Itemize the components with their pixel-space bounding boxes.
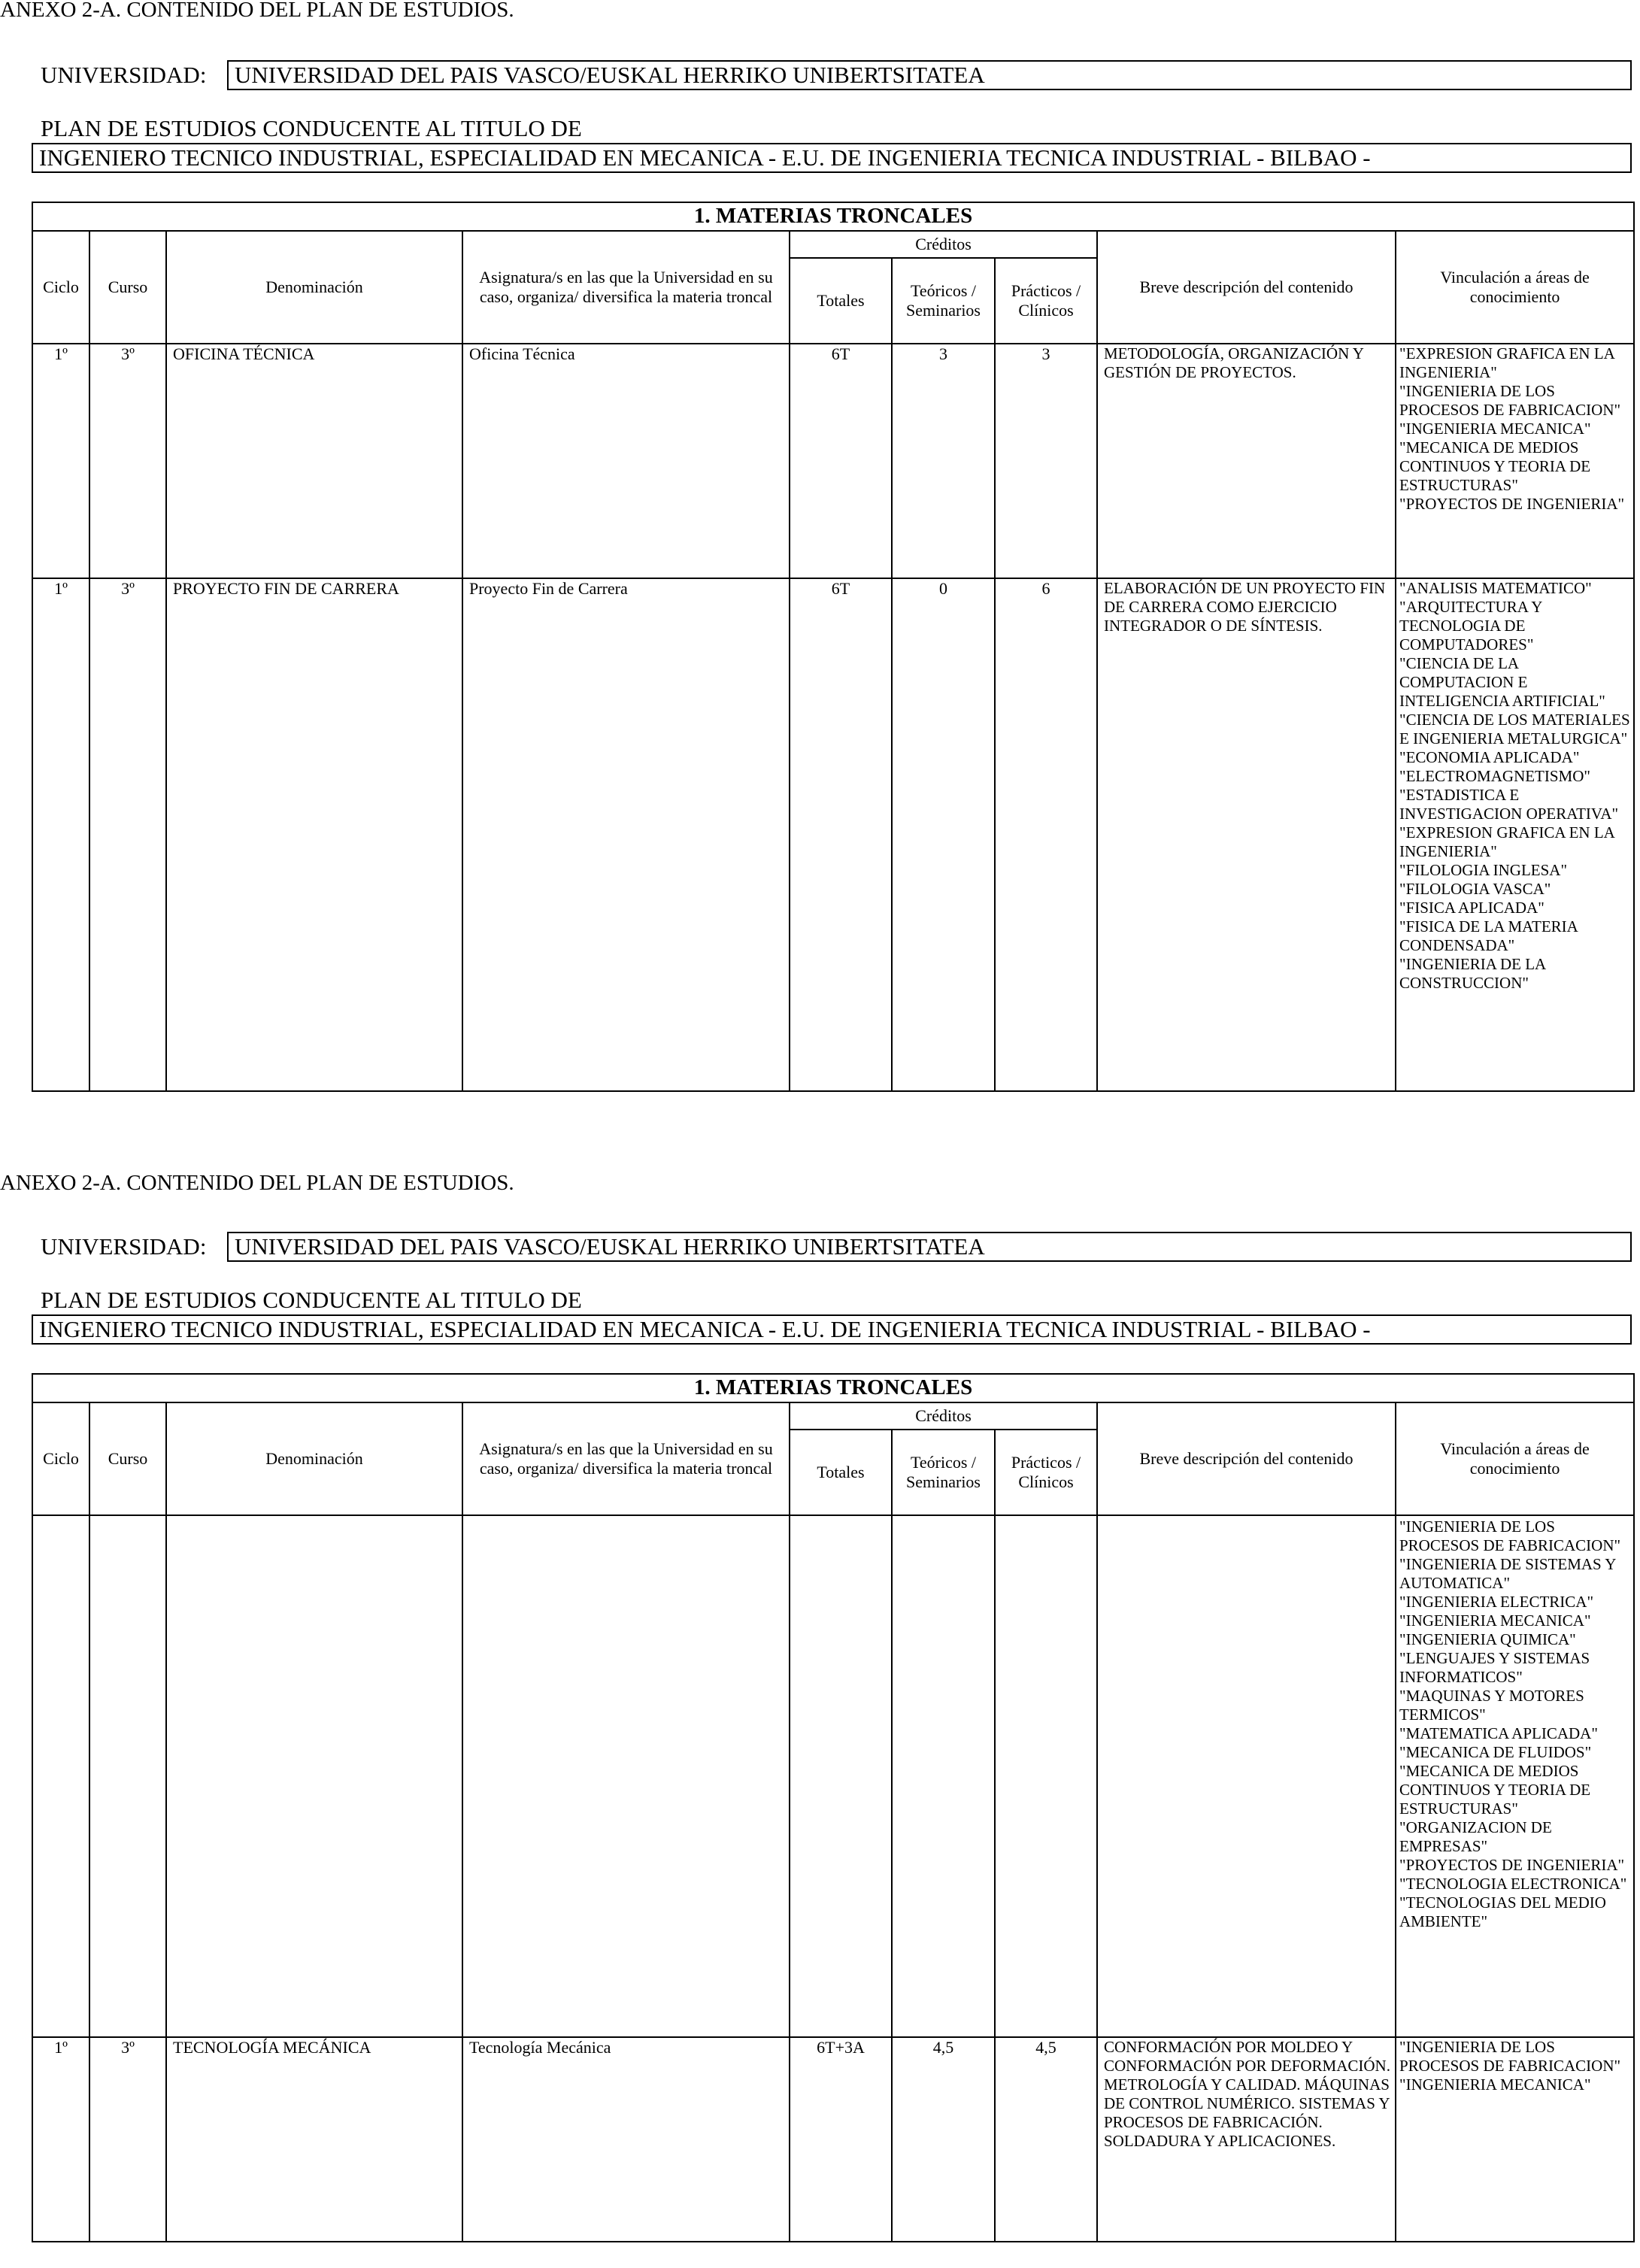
area-item: "MECANICA DE FLUIDOS" [1399,1743,1592,1761]
cell-denominacion: PROYECTO FIN DE CARRERA [166,578,462,1091]
table-row [32,344,1634,578]
area-item: "INGENIERIA DE LOS PROCESOS DE FABRICACION" [1399,1518,1621,1554]
area-item: "CIENCIA DE LOS MATERIALES E INGENIERIA METALURGICA" [1399,711,1630,747]
plan-title-field: INGENIERO TECNICO INDUSTRIAL, ESPECIALIDAD EN MECANICA - E.U. DE INGENIERIA TECNICA INDUSTRIAL - BILBAO - [32,1314,1632,1345]
area-item: "INGENIERIA DE LA CONSTRUCCION" [1399,955,1546,992]
cell-teoricos: 3 [892,344,995,578]
cell-totales: 6T [790,578,892,1091]
cell-totales: 6T+3A [790,2037,892,2242]
area-item: "MECANICA DE MEDIOS CONTINUOS Y TEORIA DE ESTRUCTURAS" [1399,1762,1591,1818]
area-item: "TECNOLOGIA ELECTRONICA" [1399,1875,1627,1893]
cell-descripcion: METODOLOGÍA, ORGANIZACIÓN Y GESTIÓN DE PROYECTOS. [1097,344,1396,578]
area-item: "PROYECTOS DE INGENIERIA" [1399,1856,1625,1874]
area-item: "LENGUAJES Y SISTEMAS INFORMATICOS" [1399,1649,1590,1686]
cell-descripcion: ELABORACIÓN DE UN PROYECTO FIN DE CARRERA COMO EJERCICIO INTEGRADOR O DE SÍNTESIS. [1097,578,1396,1091]
area-item: "MECANICA DE MEDIOS CONTINUOS Y TEORIA DE ESTRUCTURAS" [1399,438,1591,494]
area-item: "TECNOLOGIAS DEL MEDIO AMBIENTE" [1399,1894,1606,1930]
materias-troncales-table [32,202,1635,1092]
header-denominacion: Denominación [166,1402,462,1515]
header-descripcion: Breve descripción del contenido [1097,231,1396,344]
table-row [32,578,1634,1091]
area-item: "EXPRESION GRAFICA EN LA INGENIERIA" [1399,823,1614,860]
cell-areas [1396,1515,1634,2037]
area-item: "FILOLOGIA INGLESA" [1399,861,1568,879]
table-title: 1. MATERIAS TRONCALES [32,202,1634,231]
table-row [32,2037,1634,2242]
area-item: "INGENIERIA MECANICA" [1399,420,1591,438]
header-asignaturas: Asignatura/s en las que la Universidad en su caso, organiza/ diversifica la materia troncal [462,1402,790,1515]
header-practicos: Prácticos / Clínicos [995,258,1097,344]
area-item: "ARQUITECTURA Y TECNOLOGIA DE COMPUTADORES" [1399,598,1542,653]
header-curso: Curso [89,231,166,344]
header-totales: Totales [790,1430,892,1515]
cell-descripcion: CONFORMACIÓN POR MOLDEO Y CONFORMACIÓN POR DEFORMACIÓN. METROLOGÍA Y CALIDAD. MÁQUINAS DE CONTROL NUMÉRICO. SISTEMAS Y PROCESOS DE FABRICACIÓN. SOLDADURA Y APLICACIONES. [1097,2037,1396,2242]
cell-ciclo: 1º [32,578,89,1091]
cell-areas [1396,578,1634,1091]
header-teoricos: Teóricos / Seminarios [892,258,995,344]
cell-teoricos: 0 [892,578,995,1091]
area-item: "INGENIERIA ELECTRICA" [1399,1593,1594,1611]
area-item: "MATEMATICA APLICADA" [1399,1724,1598,1742]
area-item: "FISICA DE LA MATERIA CONDENSADA" [1399,917,1578,954]
plan-title-field: INGENIERO TECNICO INDUSTRIAL, ESPECIALIDAD EN MECANICA - E.U. DE INGENIERIA TECNICA INDUSTRIAL - BILBAO - [32,143,1632,173]
plan-label: PLAN DE ESTUDIOS CONDUCENTE AL TITULO DE [41,115,582,141]
university-label: UNIVERSIDAD: [41,1233,207,1260]
cell-asignatura: Tecnología Mecánica [462,2037,790,2242]
header-vinculacion: Vinculación a áreas de conocimiento [1396,231,1634,344]
area-item: "FISICA APLICADA" [1399,899,1545,917]
area-item: "INGENIERIA DE LOS PROCESOS DE FABRICACION" [1399,2038,1621,2075]
cell-practicos: 3 [995,344,1097,578]
plan-label: PLAN DE ESTUDIOS CONDUCENTE AL TITULO DE [41,1287,582,1313]
table-title: 1. MATERIAS TRONCALES [32,1374,1634,1402]
header-denominacion: Denominación [166,231,462,344]
area-item: "INGENIERIA MECANICA" [1399,1612,1591,1630]
header-ciclo: Ciclo [32,231,89,344]
header-ciclo: Ciclo [32,1402,89,1515]
area-item: "ESTADISTICA E INVESTIGACION OPERATIVA" [1399,786,1619,823]
header-totales: Totales [790,258,892,344]
cell-denominacion: TECNOLOGÍA MECÁNICA [166,2037,462,2242]
area-item: "INGENIERIA DE LOS PROCESOS DE FABRICACION" [1399,382,1621,419]
table-row-continuation [32,1515,1634,2037]
cell-teoricos: 4,5 [892,2037,995,2242]
materias-troncales-table [32,1373,1635,2242]
university-name-field: UNIVERSIDAD DEL PAIS VASCO/EUSKAL HERRIKO UNIBERTSITATEA [227,60,1632,90]
area-item: "EXPRESION GRAFICA EN LA INGENIERIA" [1399,344,1614,381]
area-item: "INGENIERIA MECANICA" [1399,2075,1591,2094]
cell-practicos: 4,5 [995,2037,1097,2242]
area-item: "FILOLOGIA VASCA" [1399,880,1551,898]
annex-title: ANEXO 2-A. CONTENIDO DEL PLAN DE ESTUDIOS. [0,1171,514,1195]
area-item: "MAQUINAS Y MOTORES TERMICOS" [1399,1687,1584,1724]
cell-curso: 3º [89,2037,166,2242]
cell-denominacion: OFICINA TÉCNICA [166,344,462,578]
cell-totales: 6T [790,344,892,578]
cell-practicos: 6 [995,578,1097,1091]
header-practicos: Prácticos / Clínicos [995,1430,1097,1515]
area-item: "ELECTROMAGNETISMO" [1399,767,1590,785]
cell-asignatura: Proyecto Fin de Carrera [462,578,790,1091]
header-vinculacion: Vinculación a áreas de conocimiento [1396,1402,1634,1515]
cell-areas [1396,2037,1634,2242]
area-item: "CIENCIA DE LA COMPUTACION E INTELIGENCIA ARTIFICIAL" [1399,654,1605,710]
header-descripcion: Breve descripción del contenido [1097,1402,1396,1515]
cell-curso: 3º [89,578,166,1091]
cell-ciclo: 1º [32,344,89,578]
header-creditos: Créditos [790,231,1097,258]
area-item: "ECONOMIA APLICADA" [1399,748,1580,766]
cell-asignatura: Oficina Técnica [462,344,790,578]
cell-curso: 3º [89,344,166,578]
cell-ciclo: 1º [32,2037,89,2242]
university-name-field: UNIVERSIDAD DEL PAIS VASCO/EUSKAL HERRIKO UNIBERTSITATEA [227,1232,1632,1262]
area-item: "INGENIERIA QUIMICA" [1399,1630,1576,1648]
university-label: UNIVERSIDAD: [41,62,207,88]
cell-areas [1396,344,1634,578]
area-item: "PROYECTOS DE INGENIERIA" [1399,495,1625,513]
page-section-1 [0,0,1640,1128]
area-item: "ANALISIS MATEMATICO" [1399,579,1592,597]
area-item: "ORGANIZACION DE EMPRESAS" [1399,1818,1552,1855]
header-creditos: Créditos [790,1402,1097,1430]
header-asignaturas: Asignatura/s en las que la Universidad en su caso, organiza/ diversifica la materia troncal [462,231,790,344]
page-section-2 [0,1170,1640,2268]
area-item: "INGENIERIA DE SISTEMAS Y AUTOMATICA" [1399,1555,1616,1592]
header-teoricos: Teóricos / Seminarios [892,1430,995,1515]
annex-title: ANEXO 2-A. CONTENIDO DEL PLAN DE ESTUDIOS. [0,0,514,22]
header-curso: Curso [89,1402,166,1515]
